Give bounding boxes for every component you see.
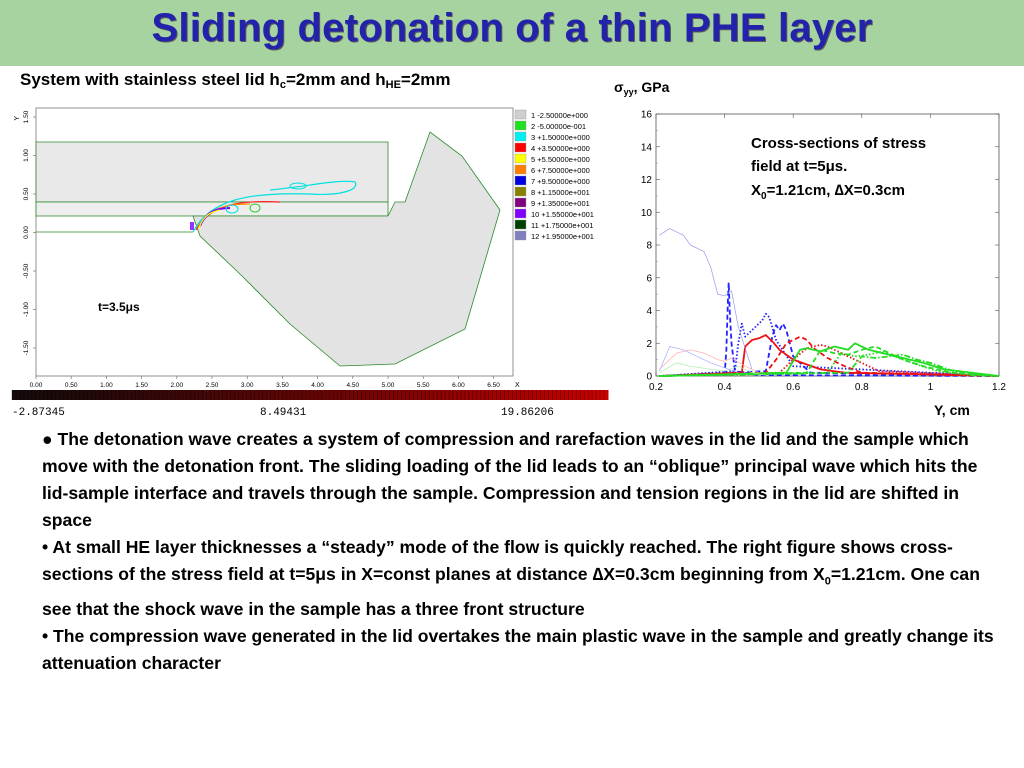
colorbar-cell: [40, 390, 44, 400]
colorbar-cell: [147, 390, 151, 400]
colorbar-cell: [461, 390, 465, 400]
colorbar-cell: [584, 390, 588, 400]
colorbar-cell: [246, 390, 250, 400]
colorbar-cell: [143, 390, 147, 400]
series-line-1: [659, 283, 999, 376]
colorbar-cell: [354, 390, 358, 400]
colorbar-cell: [72, 390, 76, 400]
left-x-tick-label: 0.50: [64, 382, 78, 389]
chart-y-tick-label: 16: [640, 109, 652, 121]
chart-y-tick-label: 8: [646, 240, 652, 252]
colorbar-cell: [107, 390, 111, 400]
colorbar-cell: [362, 390, 366, 400]
colorbar-cell: [111, 390, 115, 400]
colorbar-cell: [568, 390, 572, 400]
legend-entry: 2 -5.00000e-001: [531, 122, 587, 131]
colorbar-cell: [207, 390, 211, 400]
colorbar-cell: [536, 390, 540, 400]
colorbar-cell: [481, 390, 485, 400]
colorbar-cell: [338, 390, 342, 400]
colorbar-cell: [159, 390, 163, 400]
left-x-tick-label: 1.00: [100, 382, 113, 389]
chart-x-tick-label: 0.2: [649, 382, 663, 393]
colorbar-cell: [266, 390, 270, 400]
legend-entry: 12 +1.95000e+001: [531, 232, 594, 241]
colorbar-cell: [342, 390, 346, 400]
series-line-2: [659, 314, 999, 376]
colorbar-cell: [493, 390, 497, 400]
legend-swatch: [515, 187, 526, 196]
colorbar-cell: [32, 390, 36, 400]
left-x-tick-label: 5.50: [416, 382, 430, 389]
caption-sub-he: HE: [385, 79, 401, 91]
colorbar-cell: [409, 390, 413, 400]
left-x-tick-label: 2.00: [170, 382, 184, 389]
left-x-axis-label: X: [515, 382, 520, 389]
colorbar-cell: [513, 390, 517, 400]
colorbar-cell: [477, 390, 481, 400]
colorbar-cell: [322, 390, 326, 400]
colorbar-cell: [99, 390, 103, 400]
colorbar-cell: [28, 390, 32, 400]
colorbar-cell: [294, 390, 298, 400]
colorbar-cell: [592, 390, 596, 400]
chart-plot-area: [656, 114, 999, 376]
left-x-tick-label: 3.00: [240, 382, 254, 389]
chart-y-tick-label: 14: [640, 142, 652, 154]
colorbar-cell: [127, 390, 131, 400]
paragraph-2: • At small HE layer thicknesses a “steady” mode of the flow is quickly reached. The right figure shows cross-sections of the stress field at t=5μs in X=const planes at distance ∆X=0.3cm beginning from $X_0=1.21cm$. One can see that the shock wave in the sample has a three front structure: [42, 537, 980, 619]
colorbar-cell: [393, 390, 397, 400]
colorbar-cell: [258, 390, 262, 400]
stress-chart-svg: [606, 76, 1016, 422]
caption-sub-c: c: [279, 79, 286, 91]
colorbar-cell: [231, 390, 235, 400]
colorbar-cell: [441, 390, 445, 400]
left-x-tick-label: 0.00: [29, 382, 43, 389]
colorbar-cell: [155, 390, 159, 400]
colorbar-cell: [485, 390, 489, 400]
simulation-svg: [10, 104, 616, 422]
colorbar-cell: [473, 390, 477, 400]
colorbar-cell: [525, 390, 529, 400]
colorbar-cell: [576, 390, 580, 400]
colorbar-cell: [36, 390, 40, 400]
legend-entry: 11 +1.75000e+001: [531, 221, 594, 230]
colorbar-cell: [445, 390, 449, 400]
caption-part-2: =2mm and h: [285, 70, 386, 89]
legend-swatch: [515, 231, 526, 240]
colorbar-cell: [421, 390, 425, 400]
colorbar-cell: [103, 390, 107, 400]
colorbar-cell: [282, 390, 286, 400]
chart-series: [659, 229, 999, 376]
colorbar-cell: [560, 390, 564, 400]
colorbar-cell: [533, 390, 537, 400]
colorbar-cell: [183, 390, 187, 400]
legend-swatch: [515, 220, 526, 229]
colorbar-cell: [302, 390, 306, 400]
series-line-8: [659, 347, 999, 377]
colorbar-cell: [135, 390, 139, 400]
legend-entry: 5 +5.50000e+000: [531, 155, 590, 164]
colorbar-cell: [215, 390, 219, 400]
colorbar-mid: 8.49431: [260, 407, 307, 419]
colorbar-cell: [433, 390, 437, 400]
colorbar-cell: [417, 390, 421, 400]
colorbar-cell: [20, 390, 24, 400]
colorbar-cell: [330, 390, 334, 400]
colorbar-cell: [489, 390, 493, 400]
colorbar-cell: [326, 390, 330, 400]
colorbar-cell: [425, 390, 429, 400]
chart-x-tick-label: 0.8: [854, 382, 869, 393]
colorbar-cell: [139, 390, 143, 400]
colorbar-cell: [382, 390, 386, 400]
colorbar-cell: [84, 390, 88, 400]
colorbar-cell: [449, 390, 453, 400]
colorbar-cell: [211, 390, 215, 400]
colorbar-cell: [580, 390, 584, 400]
chart-y-tick-label: 0: [646, 371, 652, 383]
left-y-tick-label: 0.50: [23, 187, 30, 201]
contour-legend: [515, 110, 594, 241]
colorbar-cell: [278, 390, 282, 400]
left-y-tick-label: 1.50: [23, 110, 30, 124]
chart-annotation-line2: field at t=5μs.: [751, 158, 848, 175]
colorbar-cell: [334, 390, 338, 400]
chart-x-label: Y, cm: [934, 402, 970, 418]
left-x-tick-label: 6.00: [452, 382, 465, 389]
caption-part-1: System with stainless steel lid h: [20, 70, 280, 89]
left-x-tick-label: 4.00: [311, 382, 324, 389]
colorbar-cell: [401, 390, 405, 400]
colorbar-cell: [437, 390, 441, 400]
he-layer: [36, 202, 388, 216]
colorbar-cell: [64, 390, 68, 400]
colorbar-cell: [175, 390, 179, 400]
colorbar-cell: [68, 390, 72, 400]
left-y-tick-label: 1.00: [23, 149, 30, 162]
colorbar-cell: [242, 390, 246, 400]
colorbar-cell: [163, 390, 167, 400]
colorbar-cell: [44, 390, 48, 400]
colorbar-min: -2.87345: [12, 407, 65, 419]
colorbar-cell: [366, 390, 370, 400]
colorbar-cell: [223, 390, 227, 400]
colorbar-cell: [370, 390, 374, 400]
colorbar-cell: [254, 390, 258, 400]
colorbar-cell: [457, 390, 461, 400]
colorbar-cell: [235, 390, 239, 400]
colorbar-cell: [12, 390, 16, 400]
colorbar-max: 19.86206: [501, 407, 554, 419]
left-y-tick-label: 0.00: [23, 226, 30, 239]
legend-swatch: [515, 132, 526, 141]
colorbar-cell: [429, 390, 433, 400]
left-x-tick-label: 4.50: [346, 382, 360, 389]
legend-swatch: [515, 143, 526, 152]
colorbar-cell: [195, 390, 199, 400]
chart-x-tick-label: 0.6: [786, 382, 801, 393]
legend-swatch: [515, 121, 526, 130]
body-text: [42, 426, 1002, 677]
colorbar-cell: [389, 390, 393, 400]
legend-swatch: [515, 176, 526, 185]
chart-y-label: $\sigma_{yy}$, GPa: [614, 79, 670, 97]
simulation-figure: [10, 104, 616, 422]
colorbar-cell: [250, 390, 254, 400]
left-x-tick-label: 1.50: [135, 382, 148, 389]
colorbar-cell: [350, 390, 354, 400]
left-y-tick-label: -1.00: [23, 302, 30, 317]
colorbar-cell: [385, 390, 389, 400]
colorbar-cell: [274, 390, 278, 400]
stress-colorbar: [12, 390, 609, 400]
colorbar-cell: [298, 390, 302, 400]
left-x-tick-label: 3.50: [276, 382, 289, 389]
legend-entry: 9 +1.35000e+001: [531, 199, 590, 208]
colorbar-cell: [529, 390, 533, 400]
colorbar-cell: [56, 390, 60, 400]
left-x-tick-label: 5.00: [381, 382, 395, 389]
colorbar-cell: [501, 390, 505, 400]
colorbar-cell: [199, 390, 203, 400]
colorbar-cell: [596, 390, 600, 400]
legend-swatch: [515, 209, 526, 218]
legend-swatch: [515, 110, 526, 119]
colorbar-cell: [509, 390, 513, 400]
colorbar-cell: [564, 390, 568, 400]
legend-swatch: [515, 198, 526, 207]
left-figure-caption: [20, 70, 451, 91]
colorbar-cell: [374, 390, 378, 400]
chart-y-tick-label: 4: [646, 306, 652, 317]
colorbar-cell: [556, 390, 560, 400]
colorbar-cell: [600, 390, 604, 400]
caption-part-3: =2mm: [400, 70, 451, 89]
colorbar-cell: [262, 390, 266, 400]
lid-region: [36, 142, 388, 202]
colorbar-cell: [171, 390, 175, 400]
legend-entry: 6 +7.50000e+000: [531, 166, 590, 175]
colorbar-cell: [80, 390, 84, 400]
colorbar-cell: [187, 390, 191, 400]
colorbar-cell: [346, 390, 350, 400]
colorbar-cell: [405, 390, 409, 400]
colorbar-cell: [48, 390, 52, 400]
legend-swatch: [515, 165, 526, 174]
legend-entry: 1 -2.50000e+000: [531, 111, 588, 120]
colorbar-cell: [167, 390, 171, 400]
colorbar-cell: [505, 390, 509, 400]
chart-y-tick-label: 10: [640, 207, 652, 219]
colorbar-cell: [358, 390, 362, 400]
colorbar-cell: [314, 390, 318, 400]
colorbar-cell: [453, 390, 457, 400]
chart-y-tick-label: 12: [640, 175, 652, 186]
left-x-tick-label: 6.50: [487, 382, 500, 389]
left-y-tick-label: -1.50: [23, 340, 30, 356]
colorbar-cell: [24, 390, 28, 400]
colorbar-cell: [123, 390, 127, 400]
colorbar-cell: [238, 390, 242, 400]
legend-entry: 3 +1.50000e+000: [531, 133, 590, 142]
colorbar-cell: [552, 390, 556, 400]
left-y-tick-label: -0.50: [23, 263, 30, 279]
colorbar-cell: [521, 390, 525, 400]
colorbar-cell: [16, 390, 20, 400]
slide-title: Sliding detonation of a thin PHE layer: [151, 6, 873, 50]
chart-x-tick-label: 1: [927, 382, 934, 393]
colorbar-cell: [413, 390, 417, 400]
colorbar-cell: [203, 390, 207, 400]
colorbar-cell: [52, 390, 56, 400]
stress-chart: [606, 76, 1016, 422]
colorbar-cell: [95, 390, 99, 400]
paragraph-3: • The compression wave generated in the lid overtakes the main plastic wave in the sample and greatly change its attenuation character: [42, 625, 994, 673]
chart-x-tick-label: 0.4: [717, 382, 732, 393]
series-line-3: [659, 324, 999, 376]
colorbar-cell: [179, 390, 183, 400]
colorbar-cell: [318, 390, 322, 400]
colorbar-cell: [306, 390, 310, 400]
colorbar-cell: [378, 390, 382, 400]
colorbar-cell: [310, 390, 314, 400]
colorbar-cell: [469, 390, 473, 400]
colorbar-cell: [60, 390, 64, 400]
colorbar-cell: [191, 390, 195, 400]
colorbar-cell: [227, 390, 231, 400]
colorbar-cell: [219, 390, 223, 400]
colorbar-cell: [76, 390, 80, 400]
colorbar-cell: [497, 390, 501, 400]
colorbar-cell: [87, 390, 91, 400]
legend-entry: 4 +3.50000e+000: [531, 144, 590, 153]
legend-entry: 8 +1.15000e+001: [531, 188, 590, 197]
contour-marker: [190, 222, 194, 230]
chart-y-tick-label: 6: [646, 273, 652, 285]
colorbar-cell: [119, 390, 123, 400]
colorbar-cell: [286, 390, 290, 400]
legend-swatch: [515, 154, 526, 163]
colorbar-cell: [540, 390, 544, 400]
colorbar-cell: [465, 390, 469, 400]
left-y-axis-label: Y: [14, 116, 21, 121]
colorbar-cell: [588, 390, 592, 400]
chart-annotation-line1: Cross-sections of stress: [751, 135, 927, 152]
time-label: t=3.5μs: [98, 300, 140, 314]
colorbar-cell: [548, 390, 552, 400]
colorbar-cell: [151, 390, 155, 400]
legend-entry: 10 +1.55000e+001: [531, 210, 594, 219]
colorbar-cell: [572, 390, 576, 400]
colorbar-cell: [131, 390, 135, 400]
paragraph-1: ● The detonation wave creates a system of compression and rarefaction waves in the lid and the sample which move with the detonation front. The sliding loading of the lid leads to an “oblique” principal wave which hits the lid-sample interface and travels through the sample. Compression and tension regions in the lid are shifted in space: [42, 429, 978, 530]
colorbar-cell: [544, 390, 548, 400]
colorbar-cell: [290, 390, 294, 400]
chart-x-tick-label: 1.2: [992, 382, 1006, 393]
chart-y-tick-label: 2: [646, 338, 652, 350]
legend-entry: 7 +9.50000e+000: [531, 177, 590, 186]
chart-annotation-line3: $X_0=1.21cm$, ∆X=0.3cm: [751, 182, 906, 202]
colorbar-cell: [397, 390, 401, 400]
colorbar-cell: [270, 390, 274, 400]
colorbar-cell: [91, 390, 95, 400]
colorbar-cell: [517, 390, 521, 400]
left-x-tick-label: 2.50: [205, 382, 219, 389]
colorbar-cell: [115, 390, 119, 400]
